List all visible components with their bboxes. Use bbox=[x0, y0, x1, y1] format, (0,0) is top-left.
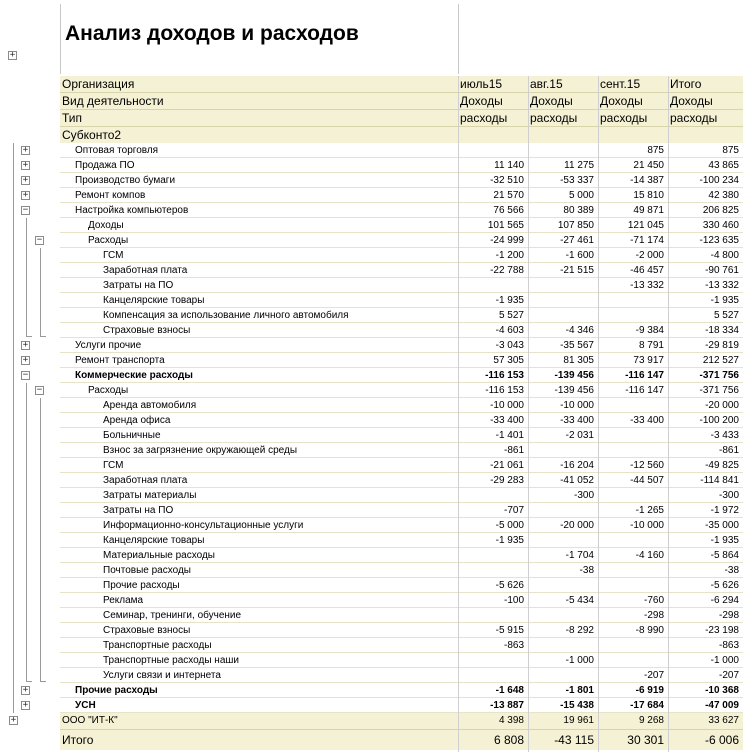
org-label: ООО "ИТ-К" bbox=[62, 715, 118, 726]
grand-total-row bbox=[60, 729, 743, 750]
table-row[interactable] bbox=[60, 203, 743, 218]
row-value-sep: -12 560 bbox=[630, 460, 664, 471]
row-value-sep: -33 400 bbox=[630, 415, 664, 426]
row-value-total: -1 000 bbox=[710, 655, 739, 666]
row-value-jul: -3 043 bbox=[495, 340, 524, 351]
group-line-commercial-expenses bbox=[40, 398, 41, 681]
expand-plus-icon[interactable]: + bbox=[22, 190, 29, 200]
row-value-total: -300 bbox=[718, 490, 739, 501]
row-label: Материальные расходы bbox=[103, 550, 215, 561]
table-row[interactable] bbox=[60, 278, 743, 293]
row-label: УСН bbox=[75, 700, 96, 711]
row-value-total: 42 380 bbox=[708, 190, 739, 201]
row-label: Прочие расходы bbox=[103, 580, 180, 591]
row-value-jul: 21 570 bbox=[493, 190, 524, 201]
org-value-jul: 4 398 bbox=[498, 715, 524, 726]
row-value-jul: -5 000 bbox=[495, 520, 524, 531]
row-value-aug: -1 801 bbox=[565, 685, 594, 696]
column-period-header: авг.15 bbox=[530, 77, 563, 91]
table-row[interactable] bbox=[60, 683, 743, 698]
row-label: Доходы bbox=[88, 220, 124, 231]
collapse-minus-icon[interactable]: − bbox=[36, 385, 43, 395]
row-value-sep: -760 bbox=[643, 595, 664, 606]
row-value-jul: -10 000 bbox=[490, 400, 524, 411]
row-value-jul: -29 283 bbox=[490, 475, 524, 486]
row-value-jul: -33 400 bbox=[490, 415, 524, 426]
row-value-jul bbox=[458, 488, 528, 503]
row-value-jul bbox=[458, 653, 528, 668]
row-value-aug bbox=[528, 668, 598, 683]
row-label: Аренда автомобиля bbox=[103, 400, 197, 411]
title-divider bbox=[458, 4, 459, 74]
row-value-sep bbox=[598, 638, 668, 653]
row-value-total: -23 198 bbox=[705, 625, 739, 636]
row-value-jul: -5 626 bbox=[495, 580, 524, 591]
row-label: Транспортные расходы наши bbox=[103, 655, 239, 666]
header-row-0 bbox=[60, 76, 743, 93]
row-label: Затраты материалы bbox=[103, 490, 197, 501]
row-value-aug bbox=[528, 443, 598, 458]
header-row-2 bbox=[60, 110, 743, 127]
row-value-total: 5 527 bbox=[713, 310, 739, 321]
row-value-total: -47 009 bbox=[705, 700, 739, 711]
group-end-setup-expenses bbox=[40, 336, 46, 337]
row-value-jul: 11 140 bbox=[494, 160, 524, 171]
row-value-sep: -44 507 bbox=[630, 475, 664, 486]
row-label: Расходы bbox=[88, 385, 129, 396]
row-value-jul bbox=[458, 563, 528, 578]
group-line-setup-expenses bbox=[40, 248, 41, 336]
row-value-total: -298 bbox=[718, 610, 739, 621]
row-label: Заработная плата bbox=[103, 475, 188, 486]
row-value-jul: -100 bbox=[503, 595, 524, 606]
row-value-aug: 107 850 bbox=[557, 220, 594, 231]
row-value-jul: -5 915 bbox=[495, 625, 524, 636]
row-value-aug: -41 052 bbox=[560, 475, 594, 486]
row-value-total: 330 460 bbox=[702, 220, 739, 231]
table-row[interactable] bbox=[60, 293, 743, 308]
row-value-jul bbox=[458, 143, 528, 158]
row-value-aug: -2 031 bbox=[565, 430, 594, 441]
table-row[interactable] bbox=[60, 698, 743, 713]
table-row[interactable] bbox=[60, 473, 743, 488]
row-value-total: -5 626 bbox=[710, 580, 739, 591]
row-value-sep: -46 457 bbox=[630, 265, 664, 276]
row-value-sep: -116 147 bbox=[625, 370, 664, 381]
row-value-total: 875 bbox=[722, 145, 739, 156]
row-value-aug bbox=[528, 503, 598, 518]
row-value-jul: -1 648 bbox=[495, 685, 524, 696]
org-value-total: 33 627 bbox=[708, 715, 739, 726]
row-value-aug: -21 515 bbox=[560, 265, 594, 276]
column-type-line1: Доходы bbox=[600, 94, 643, 108]
table-row[interactable] bbox=[60, 158, 743, 173]
table-row[interactable] bbox=[60, 668, 743, 683]
row-value-total: -114 841 bbox=[700, 475, 739, 486]
row-label: ГСМ bbox=[103, 250, 124, 261]
row-value-sep bbox=[598, 563, 668, 578]
group-end-commercial-expenses bbox=[40, 681, 46, 682]
group-end-setup bbox=[26, 336, 32, 337]
column-type-line1: Доходы bbox=[530, 94, 573, 108]
row-value-aug: -139 456 bbox=[554, 385, 594, 396]
row-label: Страховые взносы bbox=[103, 625, 191, 636]
row-label: Канцелярские товары bbox=[103, 535, 205, 546]
table-row[interactable] bbox=[60, 578, 743, 593]
row-value-total: -29 819 bbox=[705, 340, 739, 351]
row-value-total: -3 433 bbox=[710, 430, 739, 441]
expand-plus-icon[interactable]: + bbox=[22, 685, 29, 695]
row-value-total: -100 234 bbox=[699, 175, 739, 186]
row-value-sep: 21 450 bbox=[633, 160, 664, 171]
table-row[interactable] bbox=[60, 218, 743, 233]
row-value-jul: -1 401 bbox=[495, 430, 524, 441]
row-value-sep bbox=[598, 398, 668, 413]
row-value-sep: 73 917 bbox=[633, 355, 664, 366]
row-value-total: -13 332 bbox=[705, 280, 739, 291]
row-value-aug: -139 456 bbox=[554, 370, 594, 381]
row-value-sep bbox=[598, 653, 668, 668]
row-value-aug bbox=[528, 608, 598, 623]
row-value-aug bbox=[528, 578, 598, 593]
row-label: Ремонт компов bbox=[75, 190, 146, 201]
header-dimension-label: Вид деятельности bbox=[62, 94, 164, 108]
column-period-header: июль15 bbox=[460, 77, 503, 91]
table-row[interactable] bbox=[60, 428, 743, 443]
row-value-total: -100 200 bbox=[699, 415, 739, 426]
row-value-total: -371 756 bbox=[699, 370, 739, 381]
row-value-aug: -53 337 bbox=[560, 175, 594, 186]
org-group-line bbox=[13, 143, 14, 713]
row-label: ГСМ bbox=[103, 460, 124, 471]
row-value-aug: -1 704 bbox=[565, 550, 594, 561]
row-label: Аренда офиса bbox=[103, 415, 171, 426]
expand-plus-icon[interactable]: + bbox=[22, 145, 29, 155]
row-value-aug bbox=[528, 533, 598, 548]
row-label: Услуги связи и интернета bbox=[103, 670, 221, 681]
table-row[interactable] bbox=[60, 323, 743, 338]
row-value-total: -4 800 bbox=[710, 250, 739, 261]
row-label: Реклама bbox=[103, 595, 144, 606]
column-type-line2: расходы bbox=[670, 111, 718, 125]
group-line-setup bbox=[26, 218, 27, 336]
report-title: Анализ доходов и расходов bbox=[65, 22, 359, 45]
table-row[interactable] bbox=[60, 188, 743, 203]
table-row[interactable] bbox=[60, 608, 743, 623]
table-row[interactable] bbox=[60, 263, 743, 278]
row-value-aug: 11 275 bbox=[564, 160, 594, 171]
expand-plus-icon[interactable]: + bbox=[22, 160, 29, 170]
column-period-header: Итого bbox=[670, 77, 702, 91]
row-label: Прочие расходы bbox=[75, 685, 158, 696]
org-expand-plus-icon[interactable]: + bbox=[10, 715, 17, 725]
row-value-sep: -298 bbox=[643, 610, 664, 621]
header-dimension-label: Тип bbox=[62, 111, 83, 125]
row-value-sep: -8 990 bbox=[635, 625, 664, 636]
row-value-aug: -5 434 bbox=[565, 595, 594, 606]
row-value-sep: 15 810 bbox=[633, 190, 664, 201]
row-label: Канцелярские товары bbox=[103, 295, 205, 306]
row-value-jul: -1 200 bbox=[495, 250, 524, 261]
row-value-total: 212 527 bbox=[702, 355, 739, 366]
table-row[interactable] bbox=[60, 563, 743, 578]
row-value-total: -90 761 bbox=[705, 265, 739, 276]
row-value-aug: -16 204 bbox=[560, 460, 594, 471]
row-value-total: 43 865 bbox=[708, 160, 739, 171]
total-value-sep: 30 301 bbox=[627, 733, 664, 747]
row-label: Компенсация за использование личного автомобиля bbox=[103, 310, 349, 321]
row-value-sep: -71 174 bbox=[630, 235, 664, 246]
row-value-sep bbox=[598, 488, 668, 503]
row-value-aug: -10 000 bbox=[560, 400, 594, 411]
row-value-jul: -13 887 bbox=[490, 700, 524, 711]
table-row[interactable] bbox=[60, 233, 743, 248]
collapse-minus-icon[interactable]: − bbox=[36, 235, 43, 245]
row-value-sep: 875 bbox=[647, 145, 664, 156]
row-value-jul: 57 305 bbox=[493, 355, 524, 366]
row-value-sep: 8 791 bbox=[638, 340, 664, 351]
column-type-line2: расходы bbox=[600, 111, 648, 125]
table-row[interactable] bbox=[60, 398, 743, 413]
expand-plus-icon[interactable]: + bbox=[22, 175, 29, 185]
expand-plus-icon[interactable]: + bbox=[22, 700, 29, 710]
row-label: Коммерческие расходы bbox=[75, 370, 193, 381]
row-value-jul: -22 788 bbox=[490, 265, 524, 276]
row-label: Семинар, тренинги, обучение bbox=[103, 610, 242, 621]
row-value-sep: -14 387 bbox=[630, 175, 664, 186]
row-value-jul bbox=[458, 548, 528, 563]
row-value-total: -10 368 bbox=[705, 685, 739, 696]
row-label: Заработная плата bbox=[103, 265, 188, 276]
expand-all-plus-icon[interactable]: + bbox=[9, 50, 16, 60]
table-row[interactable] bbox=[60, 248, 743, 263]
row-value-sep: -1 265 bbox=[635, 505, 664, 516]
row-value-aug: 80 389 bbox=[563, 205, 594, 216]
row-label: Затраты на ПО bbox=[103, 280, 174, 291]
column-type-line1: Доходы bbox=[460, 94, 503, 108]
row-value-sep: 49 871 bbox=[633, 205, 664, 216]
row-value-jul bbox=[458, 608, 528, 623]
row-label: Оптовая торговля bbox=[75, 145, 159, 156]
row-value-aug: -33 400 bbox=[560, 415, 594, 426]
row-value-jul: -1 935 bbox=[495, 535, 524, 546]
table-row[interactable] bbox=[60, 593, 743, 608]
row-value-sep: -13 332 bbox=[630, 280, 664, 291]
row-label: Информационно-консультационные услуги bbox=[103, 520, 304, 531]
row-value-jul bbox=[458, 668, 528, 683]
table-row[interactable] bbox=[60, 533, 743, 548]
row-value-sep: -207 bbox=[643, 670, 664, 681]
row-value-aug: -38 bbox=[579, 565, 594, 576]
expand-plus-icon[interactable]: + bbox=[22, 340, 29, 350]
row-value-total: -861 bbox=[718, 445, 739, 456]
row-value-aug: -8 292 bbox=[565, 625, 594, 636]
row-value-total: -1 935 bbox=[710, 295, 739, 306]
row-value-total: -1 935 bbox=[710, 535, 739, 546]
row-label: Больничные bbox=[103, 430, 161, 441]
row-value-total: -123 635 bbox=[699, 235, 739, 246]
table-row[interactable] bbox=[60, 143, 743, 158]
table-row[interactable] bbox=[60, 173, 743, 188]
row-label: Настройка компьютеров bbox=[75, 205, 189, 216]
row-label: Производство бумаги bbox=[75, 175, 176, 186]
row-value-aug: -27 461 bbox=[560, 235, 594, 246]
row-value-total: -35 000 bbox=[705, 520, 739, 531]
row-value-sep bbox=[598, 533, 668, 548]
group-line-commercial bbox=[26, 383, 27, 681]
row-value-sep bbox=[598, 443, 668, 458]
column-divider bbox=[598, 76, 599, 752]
row-value-jul: -116 153 bbox=[485, 385, 524, 396]
row-value-sep bbox=[598, 293, 668, 308]
organization-total-row[interactable] bbox=[60, 713, 743, 729]
row-label: Взнос за загрязнение окружающей среды bbox=[103, 445, 298, 456]
row-value-total: -863 bbox=[718, 640, 739, 651]
row-value-jul: -21 061 bbox=[490, 460, 524, 471]
total-value-jul: 6 808 bbox=[493, 733, 524, 747]
column-type-line2: расходы bbox=[460, 111, 508, 125]
row-value-aug: 5 000 bbox=[568, 190, 594, 201]
row-value-aug: -300 bbox=[573, 490, 594, 501]
total-value-grand: -6 006 bbox=[704, 733, 739, 747]
row-value-aug: -1 600 bbox=[565, 250, 594, 261]
row-value-jul: -863 bbox=[503, 640, 524, 651]
total-label: Итого bbox=[62, 733, 94, 747]
row-value-sep: -17 684 bbox=[630, 700, 664, 711]
header-row-1 bbox=[60, 93, 743, 110]
column-period-header: сент.15 bbox=[600, 77, 641, 91]
group-end-commercial bbox=[26, 681, 32, 682]
table-row[interactable] bbox=[60, 638, 743, 653]
table-row[interactable] bbox=[60, 308, 743, 323]
row-label: Страховые взносы bbox=[103, 325, 191, 336]
table-row[interactable] bbox=[60, 488, 743, 503]
table-row[interactable] bbox=[60, 548, 743, 563]
row-value-sep: -6 919 bbox=[635, 685, 664, 696]
row-value-jul: 5 527 bbox=[498, 310, 524, 321]
row-label: Ремонт транспорта bbox=[75, 355, 165, 366]
row-value-jul: -707 bbox=[503, 505, 524, 516]
row-value-sep: 121 045 bbox=[627, 220, 664, 231]
row-value-jul: 76 566 bbox=[493, 205, 524, 216]
row-value-aug: -15 438 bbox=[560, 700, 594, 711]
table-row[interactable] bbox=[60, 368, 743, 383]
row-value-total: -207 bbox=[718, 670, 739, 681]
row-value-total: -371 756 bbox=[699, 385, 739, 396]
row-value-jul bbox=[458, 278, 528, 293]
row-value-aug bbox=[528, 308, 598, 323]
row-value-aug bbox=[528, 278, 598, 293]
row-value-jul: -116 153 bbox=[485, 370, 524, 381]
column-type-line2: расходы bbox=[530, 111, 578, 125]
expand-plus-icon[interactable]: + bbox=[22, 355, 29, 365]
row-value-jul: -4 603 bbox=[495, 325, 524, 336]
row-value-aug bbox=[528, 143, 598, 158]
table-row[interactable] bbox=[60, 353, 743, 368]
table-row[interactable] bbox=[60, 503, 743, 518]
column-divider bbox=[528, 76, 529, 752]
column-type-line1: Доходы bbox=[670, 94, 713, 108]
row-value-jul: -24 999 bbox=[490, 235, 524, 246]
row-value-sep bbox=[598, 308, 668, 323]
row-value-total: -49 825 bbox=[705, 460, 739, 471]
row-value-total: -5 864 bbox=[710, 550, 739, 561]
row-value-aug: -35 567 bbox=[560, 340, 594, 351]
row-value-jul: 101 565 bbox=[487, 220, 524, 231]
table-row[interactable] bbox=[60, 383, 743, 398]
header-dimension-label: Субконто2 bbox=[62, 128, 122, 142]
row-value-aug: -1 000 bbox=[565, 655, 594, 666]
table-row[interactable] bbox=[60, 623, 743, 638]
row-value-total: 206 825 bbox=[702, 205, 739, 216]
row-value-total: -18 334 bbox=[705, 325, 739, 336]
org-value-aug: 19 961 bbox=[563, 715, 594, 726]
column-divider bbox=[458, 76, 459, 752]
header-dimension-label: Организация bbox=[62, 77, 135, 91]
row-value-jul: -1 935 bbox=[495, 295, 524, 306]
row-value-sep bbox=[598, 578, 668, 593]
row-value-sep: -116 147 bbox=[625, 385, 664, 396]
row-label: Продажа ПО bbox=[75, 160, 135, 171]
row-value-jul: -32 510 bbox=[490, 175, 524, 186]
table-row[interactable] bbox=[60, 518, 743, 533]
collapse-minus-icon[interactable]: − bbox=[22, 370, 29, 380]
header-row-3 bbox=[60, 127, 743, 144]
row-label: Услуги прочие bbox=[75, 340, 142, 351]
org-value-sep: 9 268 bbox=[638, 715, 664, 726]
row-value-sep: -9 384 bbox=[635, 325, 664, 336]
row-value-sep: -10 000 bbox=[630, 520, 664, 531]
row-label: Почтовые расходы bbox=[103, 565, 191, 576]
row-label: Затраты на ПО bbox=[103, 505, 174, 516]
row-label: Расходы bbox=[88, 235, 129, 246]
table-row[interactable] bbox=[60, 458, 743, 473]
table-row[interactable] bbox=[60, 653, 743, 668]
row-value-total: -38 bbox=[724, 565, 739, 576]
table-row[interactable] bbox=[60, 413, 743, 428]
row-value-aug: -20 000 bbox=[560, 520, 594, 531]
row-value-total: -20 000 bbox=[705, 400, 739, 411]
column-divider bbox=[668, 76, 669, 752]
row-value-jul: -861 bbox=[503, 445, 524, 456]
total-value-aug: -43 115 bbox=[554, 733, 594, 747]
row-value-aug: -4 346 bbox=[565, 325, 594, 336]
row-value-sep: -4 160 bbox=[635, 550, 664, 561]
table-row[interactable] bbox=[60, 443, 743, 458]
grouping-gutter bbox=[0, 0, 60, 752]
row-value-total: -6 294 bbox=[710, 595, 739, 606]
collapse-minus-icon[interactable]: − bbox=[22, 205, 29, 215]
row-value-sep: -2 000 bbox=[635, 250, 664, 261]
row-value-aug bbox=[528, 293, 598, 308]
row-value-sep bbox=[598, 428, 668, 443]
row-label: Транспортные расходы bbox=[103, 640, 212, 651]
table-row[interactable] bbox=[60, 338, 743, 353]
row-value-aug: 81 305 bbox=[563, 355, 594, 366]
row-value-aug bbox=[528, 638, 598, 653]
row-value-total: -1 972 bbox=[710, 505, 739, 516]
